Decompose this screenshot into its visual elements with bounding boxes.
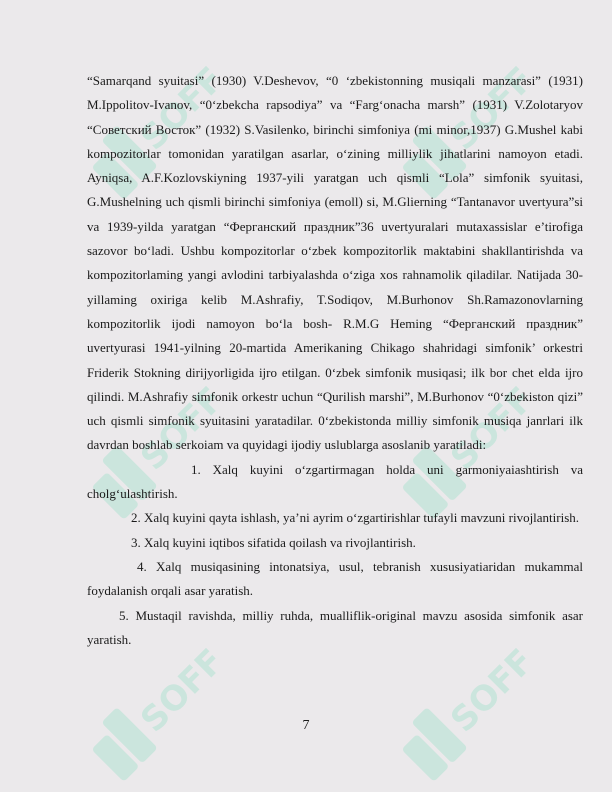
svg-text:SOFF: SOFF [133, 641, 232, 741]
list-item: 4. Xalq musiqasining intonatsiya, usul, tebranish xususiyatiaridan mukammal foydalanish orqali asar yaratish. [87, 558, 583, 599]
body-paragraph: “Samarqand syuitasi” (1930) V.Deshevov, “0 ‘zbekistonning musiqali manzarasi” (1931) M.Ippolitov-Ivanov, “0‘zbekcha rapsodiya” va “Farg‘onacha marsh” (1931) V.Zolotaryov “Советский Восток” (1932) S.Vasilenko, birinchi simfoniya (mi minor,1937) G.Mushel kabi kompozitorlar tomonidan yaratilgan asarlar, o‘zining milliylik jihatlarini namoyon etadi. Ayniqsa, A.F.Kozlovskiyning 1937-yili yaratgan uch qismli “Lola” simfonik syuitasi, G.Mushelning uch qismli birinchi simfoniya (emoll) si, M.Glierning “Tantanavor uvertyura”si va 1939-yilda yaratgan “Ферганский праздник”36 uvertyuralari mutaxassislar e’tirofiga sazovor bo‘ladi. Ushbu kompozitorlar o‘zbek kompozitorlik maktabini shakllantirishda va kompozitorlaming yangi avlodini tarbiyalashda o‘ziga xos rahnamolik qiladilar. Natijada 30-yillaming oxiriga kelib M.Ashrafiy, T.Sodiqov, M.Burhonov Sh.Ramazonovlarning kompozitorlik ijodi namoyon bo‘la bosh- R.M.G Heming “Ферганский праздник” uvertyurasi 1941-yilning 20-martida Amerikaning Chikago shahridagi simfonik’ orkestri Friderik Stokning dirijyorligida ijro etilgan. 0‘zbek simfonik musiqasi; ilk bor chet elda ijro qilindi. M.Ashrafiy simfonik orkestr uchun “Qurilish marshi”, M.Burhonov “0‘zbekiston qizi” uch qismli simfonik syuitasini yaratadilar. 0‘zbekistonda milliy simfonik musiqa janrlari ilk davrdan boshlab serkoiam va quyidagi ijodiy uslublarga asoslanib yaratiladi: [87, 73, 583, 453]
page-body [87, 69, 583, 652]
svg-text:SOFF: SOFF [133, 379, 232, 479]
page-number: 7 [302, 718, 310, 733]
list-item: 3. Xalq kuyini iqtibos sifatida qoilash va rivojlantirish. [131, 534, 416, 550]
list-item: 2. Xalq kuyini qayta ishlash, ya’ni ayrim o‘zgartirishlar tufayli mavzuni rivojlantirish. [131, 510, 580, 526]
svg-text:SOFF: SOFF [443, 59, 542, 159]
svg-text:SOFF: SOFF [443, 641, 542, 741]
svg-text:SOFF: SOFF [443, 379, 542, 479]
svg-text:SOFF: SOFF [133, 59, 232, 159]
list-item: 1. Xalq kuyini o‘zgartirmagan holda uni garmoniyaiashtirish va cholg‘ulashtirish. [87, 461, 583, 502]
list-item: 5. Mustaqil ravishda, milliy ruhda, mualliflik-original mavzu asosida simfonik asar yaratish. [87, 607, 583, 647]
